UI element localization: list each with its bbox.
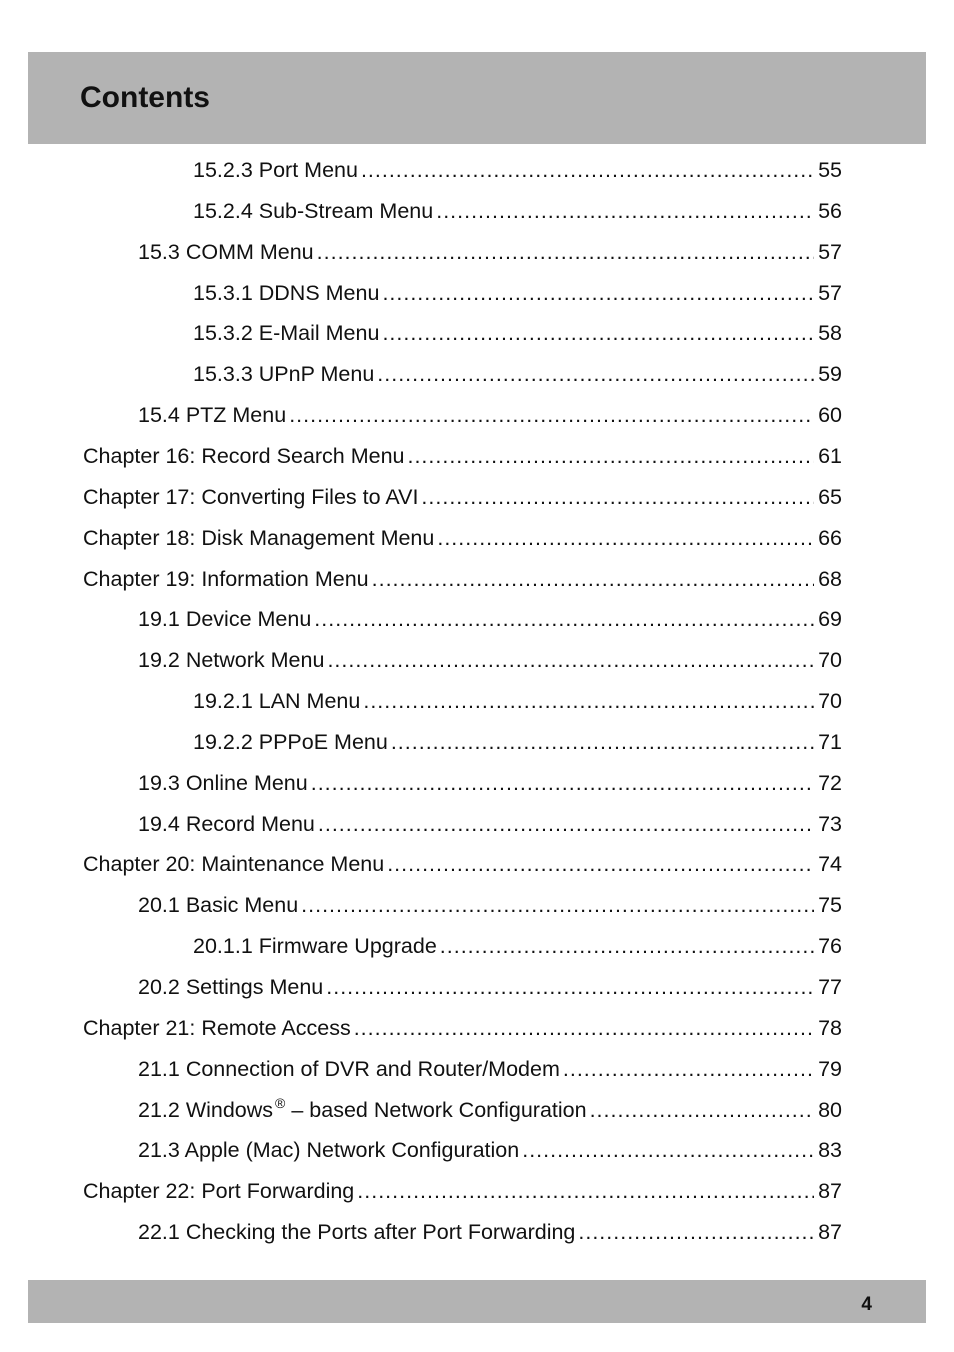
toc-entry-label: 20.1.1 Firmware Upgrade [193, 934, 437, 959]
toc-entry-page: 58 [818, 321, 842, 346]
toc-entry-label: Chapter 16: Record Search Menu [83, 443, 405, 468]
toc-entry[interactable] [193, 196, 842, 226]
toc-entry[interactable] [138, 604, 842, 634]
toc-entry-label: 19.3 Online Menu [138, 770, 308, 795]
dot-leader [563, 1054, 814, 1084]
registered-mark: ® [275, 1094, 286, 1111]
toc-entry[interactable] [193, 727, 842, 757]
dot-leader [377, 359, 814, 389]
dot-leader [363, 686, 814, 716]
toc-entry-label: Chapter 17: Converting Files to AVI [83, 484, 419, 509]
toc-entry-page: 72 [818, 770, 842, 795]
toc-entry-label: Chapter 18: Disk Management Menu [83, 525, 435, 550]
dot-leader [440, 931, 814, 961]
toc-entry-label: 21.2 Windows [138, 1097, 274, 1122]
toc-entry-label: 19.2.2 PPPoE Menu [193, 729, 388, 754]
dot-leader [387, 849, 814, 879]
toc-entry-page: 65 [818, 484, 842, 509]
toc-entry-label-continued: – based Network Configuration [291, 1097, 587, 1122]
toc-entry-page: 78 [818, 1015, 842, 1040]
toc-entry[interactable] [193, 686, 842, 716]
dot-leader [289, 400, 814, 430]
toc-entry-label: 19.1 Device Menu [138, 607, 312, 632]
toc-entry-label: 20.2 Settings Menu [138, 975, 324, 999]
toc-entry-page: 75 [818, 893, 842, 918]
dot-leader [590, 1095, 815, 1125]
dot-leader [361, 155, 814, 185]
toc-entry-label: 15.3.3 UPnP Menu [193, 362, 375, 387]
dot-leader [522, 1135, 814, 1165]
toc-entry-page: 71 [818, 729, 842, 754]
dot-leader [326, 972, 814, 1002]
toc-entry-label: 15.4 PTZ Menu [138, 403, 287, 428]
toc-entry-page: 76 [818, 934, 842, 959]
toc-entry[interactable] [83, 441, 842, 471]
toc-entry-page: 74 [818, 852, 842, 877]
toc-entry[interactable] [138, 972, 842, 1002]
toc-entry-page: 87 [818, 1179, 842, 1204]
toc-entry-label: Chapter 20: Maintenance Menu [83, 852, 385, 877]
toc-entry[interactable] [138, 890, 842, 920]
toc-entry[interactable] [83, 849, 842, 879]
toc-entry-label: 15.2.3 Port Menu [193, 158, 358, 182]
toc-entry[interactable] [83, 523, 842, 553]
toc-entry-page: 70 [818, 648, 842, 673]
toc-entry[interactable] [193, 359, 842, 389]
toc-entry-label: Chapter 19: Information Menu [83, 566, 369, 591]
footer-bar [28, 1280, 926, 1323]
toc-entry-page: 60 [818, 403, 842, 428]
toc-entry-label: Chapter 22: Port Forwarding [83, 1179, 355, 1204]
toc-entry-page: 56 [818, 198, 842, 223]
dot-leader [578, 1217, 814, 1247]
dot-leader [407, 441, 814, 471]
toc-entry[interactable] [138, 237, 842, 267]
toc-entry-label: 22.1 Checking the Ports after Port Forwarding [138, 1220, 576, 1245]
toc-entry[interactable] [138, 400, 842, 430]
toc-entry-page: 80 [818, 1097, 842, 1122]
dot-leader [314, 604, 814, 634]
toc-entry-label: 21.1 Connection of DVR and Router/Modem [138, 1056, 560, 1081]
dot-leader [372, 564, 814, 594]
toc-entry[interactable] [138, 768, 842, 798]
toc-entry-label: 19.4 Record Menu [138, 811, 315, 836]
page-title: Contents [80, 81, 210, 114]
toc-entry-page: 66 [818, 525, 842, 550]
dot-leader [437, 523, 814, 553]
dot-leader [327, 645, 814, 675]
toc-entry-page: 55 [818, 158, 842, 182]
toc-entry-label: 20.1 Basic Menu [138, 893, 299, 918]
dot-leader [382, 278, 814, 308]
toc-entry-page: 79 [818, 1056, 842, 1081]
toc-entry[interactable] [138, 645, 842, 675]
toc-entry-page: 77 [818, 975, 842, 999]
toc-entry-page: 57 [818, 239, 842, 264]
toc-entry[interactable] [83, 564, 842, 594]
toc-entry-label: 15.3 COMM Menu [138, 239, 314, 264]
toc-entry[interactable] [138, 1217, 842, 1247]
toc-entry-label: 19.2 Network Menu [138, 648, 325, 673]
toc-entry-label: 15.3.2 E-Mail Menu [193, 321, 380, 346]
toc-entry-page: 61 [818, 443, 842, 468]
dot-leader [421, 482, 814, 512]
toc-entry[interactable] [138, 1054, 842, 1084]
toc-entry-page: 87 [818, 1220, 842, 1245]
toc-entry[interactable] [138, 809, 842, 839]
toc-entry-page: 70 [818, 689, 842, 714]
toc-entry[interactable] [138, 1135, 842, 1165]
toc-entry-page: 73 [818, 811, 842, 836]
toc-entry[interactable] [83, 1176, 842, 1206]
dot-leader [391, 727, 814, 757]
toc-entry[interactable] [193, 931, 842, 961]
page-number: 4 [861, 1294, 872, 1315]
toc-entry-page: 57 [818, 280, 842, 305]
toc-entry[interactable] [193, 155, 842, 185]
toc-entry-label: Chapter 21: Remote Access [83, 1015, 351, 1040]
dot-leader [382, 318, 814, 348]
toc-entry[interactable] [193, 278, 842, 308]
toc-entry-label: 19.2.1 LAN Menu [193, 689, 361, 714]
dot-leader [317, 237, 814, 267]
toc-entry[interactable] [138, 1095, 842, 1125]
dot-leader [357, 1176, 814, 1206]
dot-leader [318, 809, 814, 839]
toc-entry[interactable] [83, 482, 842, 512]
toc-entry-page: 69 [818, 607, 842, 632]
dot-leader [301, 890, 814, 920]
toc-entry-label: 15.3.1 DDNS Menu [193, 280, 380, 305]
toc-entry-label: 15.2.4 Sub-Stream Menu [193, 198, 434, 223]
toc-entry-page: 68 [818, 566, 842, 591]
dot-leader [436, 196, 814, 226]
toc-entry[interactable] [193, 318, 842, 348]
toc-entry-page: 83 [818, 1138, 842, 1163]
toc-entry[interactable] [83, 1013, 842, 1043]
toc-entry-label: 21.3 Apple (Mac) Network Configuration [138, 1138, 520, 1163]
dot-leader [354, 1013, 814, 1043]
header-bar [28, 52, 926, 144]
toc-entry-page: 59 [818, 362, 842, 387]
dot-leader [311, 768, 814, 798]
